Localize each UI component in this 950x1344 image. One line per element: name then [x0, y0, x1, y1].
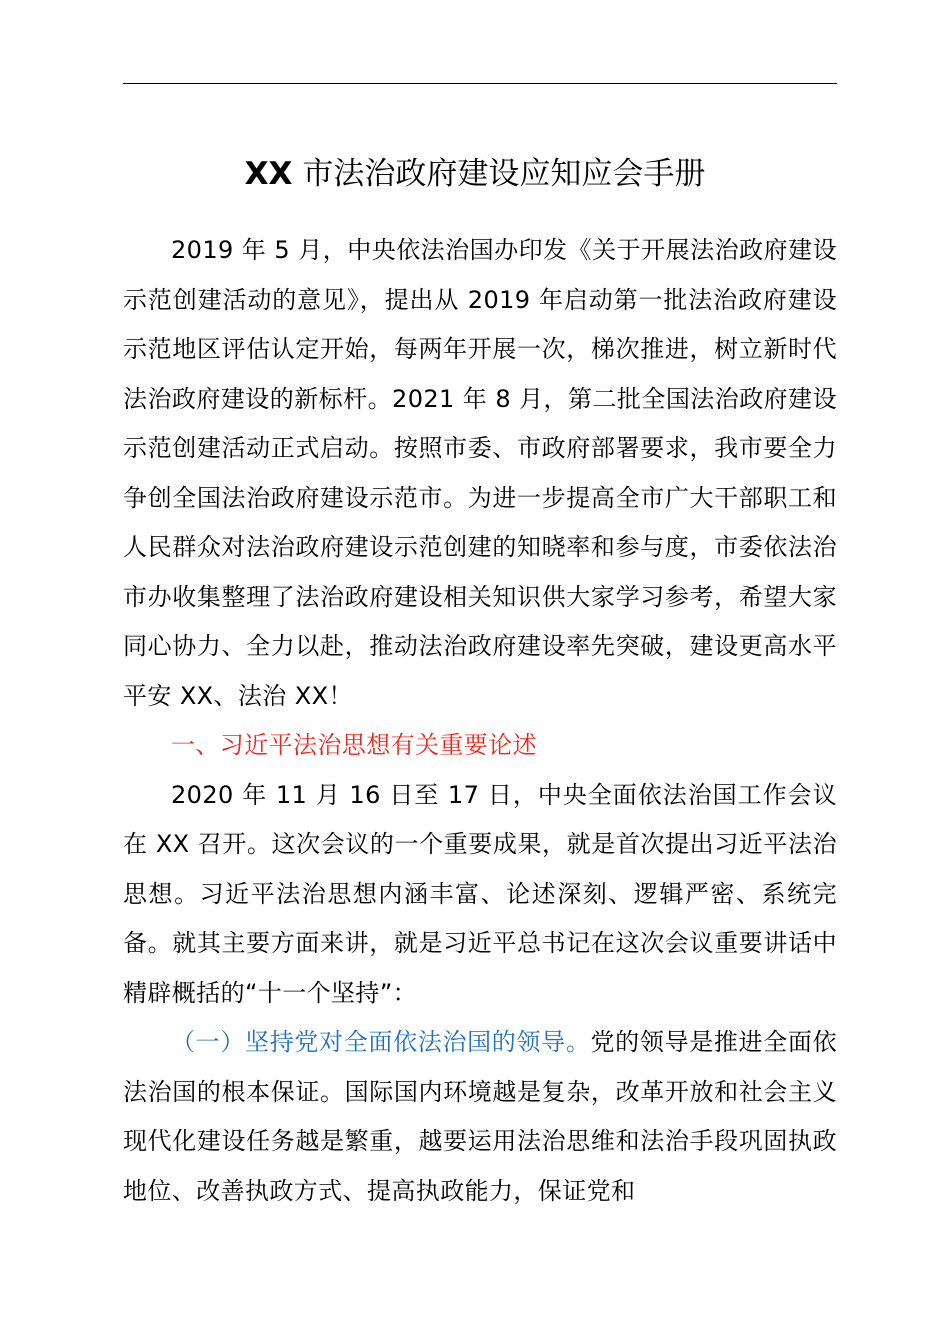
header-rule [123, 83, 837, 84]
title-city-placeholder: XX [244, 156, 293, 192]
document-title [0, 150, 950, 198]
subsection-heading: （一）坚持党对全面依法治国的领导。 [171, 1028, 591, 1056]
subsection-paragraph [123, 1018, 837, 1216]
document-body [123, 226, 837, 1216]
section-paragraph: 2020 年 11 月 16 日至 17 日，中央全面依法治国工作会议在 XX 召开。这次会议的一个重要成果，就是首次提出习近平法治思想。习近平法治思想内涵丰富、论述深刻、逻辑严密、系统完备。就其主要方面来讲，就是习近平总书记在这次会议重要讲话中精辟概括的“十一个坚持”： [123, 780, 837, 1007]
subsection-text: 党的领导是推进全面依法治国的根本保证。国际国内环境越是复杂，改革开放和社会主义现代化建设任务越是繁重，越要运用法治思维和法治手段巩固执政地位、改善执政方式、提高执政能力，保证党和 [123, 1028, 837, 1205]
title-text: 市法治政府建设应知应会手册 [292, 156, 706, 192]
intro-paragraph: 2019 年 5 月，中央依法治国办印发《关于开展法治政府建设示范创建活动的意见》，提出从 2019 年启动第一批法治政府建设示范地区评估认定开始，每两年开展一次，梯次推进，树立新时代法治政府建设的新标杆。2021 年 8 月，第二批全国法治政府建设示范创建活动正式启动。按照市委、市政府部署要求，我市要全力争创全国法治政府建设示范市。为进一步提高全市广大干部职工和人民群众对法治政府建设示范创建的知晓率和参与度，市委依法治市办收集整理了法治政府建设相关知识供大家学习参考，希望大家同心协力、全力以赴，推动法治政府建设率先突破，建设更高水平平安 XX、法治 XX！ [123, 236, 837, 710]
section-heading: 一、习近平法治思想有关重要论述 [171, 731, 537, 759]
